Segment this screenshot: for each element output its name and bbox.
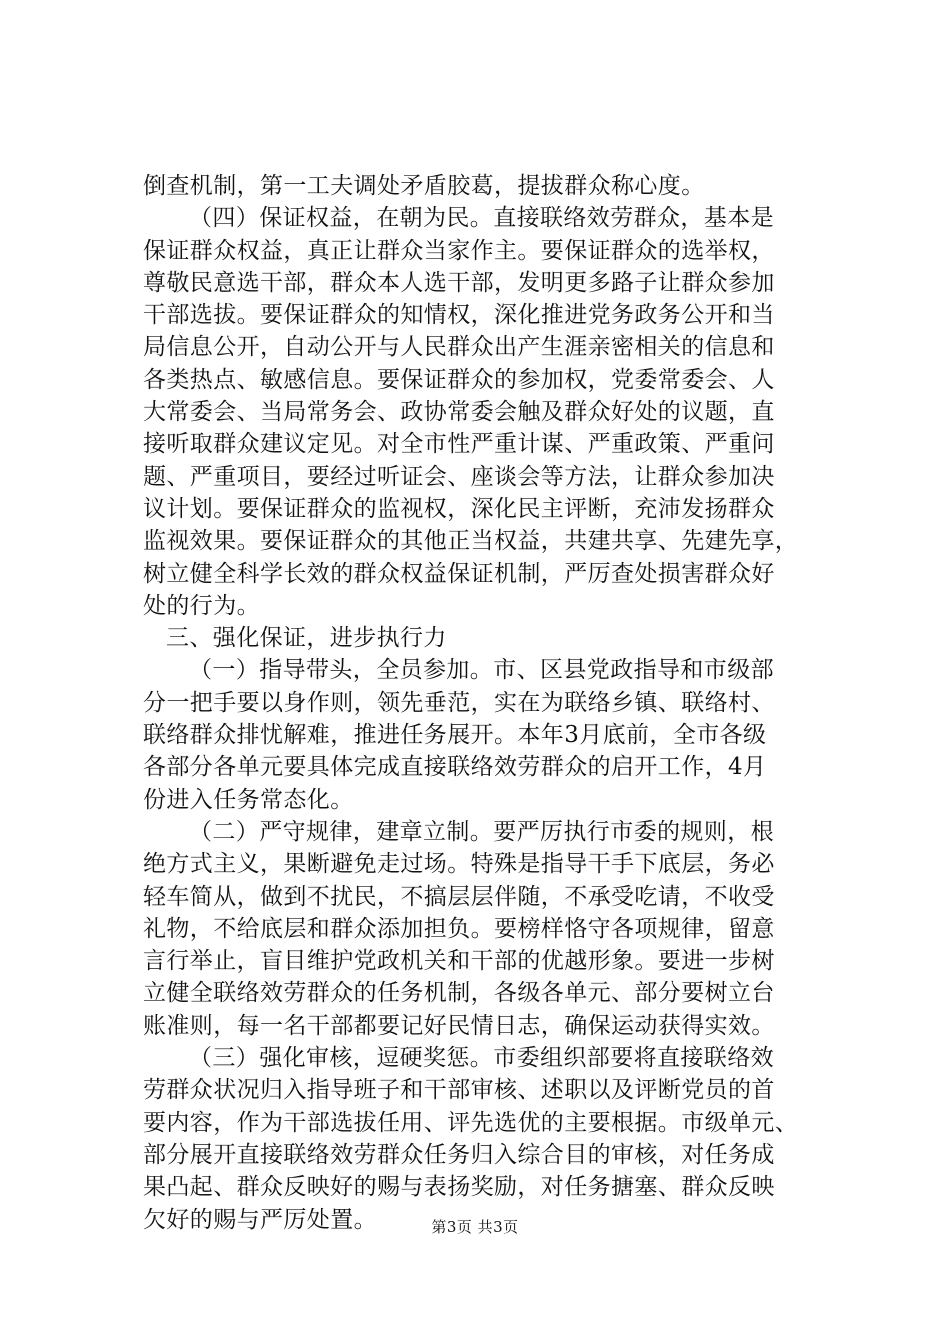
text-line: 干部选拔。要保证群众的知情权，深化推进党务政务公开和当 [143, 302, 775, 329]
text-line: 处的行为。 [143, 592, 260, 619]
text-line: 言行举止，盲目维护党政机关和干部的优越形象。要进一步树 [143, 948, 775, 975]
text-line: 大常委会、当局常务会、政协常委会触及群众好处的议题，直 [143, 399, 775, 426]
section-paragraph-start: （三）强化审核，逗硬奖惩。市委组织部要将直接联络效 [189, 1045, 774, 1072]
text-line: 议计划。要保证群众的监视权，深化民主评断，充沛发扬群众 [143, 495, 775, 522]
text-line: 要内容，作为干部选拔任用、评先选优的主要根据。市级单元、 [143, 1109, 799, 1136]
text-line: 各部分各单元要具体完成直接联络效劳群众的启开工作，4月 [143, 754, 767, 781]
text-line: 联络群众排忧解难，推进任务展开。本年3月底前，全市各级 [143, 722, 767, 749]
text-line: 欠好的赐与严厉处置。 [143, 1206, 377, 1233]
section-paragraph-start: （一）指导带头，全员参加。市、区县党政指导和市级部 [189, 657, 774, 684]
text-line: 监视效果。要保证群众的其他正当权益，共建共享、先建先享， [143, 528, 799, 555]
text-line: 分一把手要以身作则，领先垂范，实在为联络乡镇、联络村、 [143, 689, 775, 716]
text-line: 倒查机制，第一工夫调处矛盾胶葛，提拔群众称心度。 [143, 173, 705, 199]
text-line: 各类热点、敏感信息。要保证群众的参加权，党委常委会、人 [143, 366, 775, 393]
text-line: 部分展开直接联络效劳群众任务归入综合目的审核，对任务成 [143, 1141, 775, 1168]
text-line: 立健全联络效劳群众的任务机制，各级各单元、部分要树立台 [143, 980, 775, 1007]
text-line: 绝方式主义，果断避免走过场。特殊是指导干手下底层，务必 [143, 851, 775, 878]
text-line: 劳群众状况归入指导班子和干部审核、述职以及评断党员的首 [143, 1077, 775, 1104]
text-line: 保证群众权益，真正让群众当家作主。要保证群众的选举权， [143, 237, 775, 264]
text-line: 礼物，不给底层和群众添加担负。要榜样恪守各项规律，留意 [143, 915, 775, 942]
text-line: 账准则，每一名干部都要记好民情日志，确保运动获得实效。 [143, 1012, 775, 1039]
text-line: 局信息公开，自动公开与人民群众出产生涯亲密相关的信息和 [143, 334, 775, 361]
text-line: 尊敬民意选干部，群众本人选干部，发明更多路子让群众参加 [143, 269, 775, 296]
page-number-footer: 第3页 共3页 [431, 1218, 519, 1236]
text-line: 接听取群众建议定见。对全市性严重计谋、严重政策、严重问 [143, 431, 775, 458]
text-line: 树立健全科学长效的群众权益保证机制，严厉查处损害群众好 [143, 560, 775, 587]
body-text [143, 170, 833, 1236]
text-line: 题、严重项目，要经过听证会、座谈会等方法，让群众参加决 [143, 463, 775, 490]
section-paragraph-start: （四）保证权益，在朝为民。直接联络效劳群众，基本是 [189, 205, 774, 232]
section-heading: 三、强化保证，进步执行力 [166, 625, 447, 652]
text-line: 轻车简从，做到不扰民，不搞层层伴随，不承受吃请，不收受 [143, 883, 775, 910]
text-line: 份进入任务常态化。 [143, 786, 354, 813]
text-line: 果凸起、群众反映好的赐与表扬奖励，对任务搪塞、群众反映 [143, 1174, 775, 1201]
section-paragraph-start: （二）严守规律，建章立制。要严厉执行市委的规则，根 [189, 818, 774, 845]
